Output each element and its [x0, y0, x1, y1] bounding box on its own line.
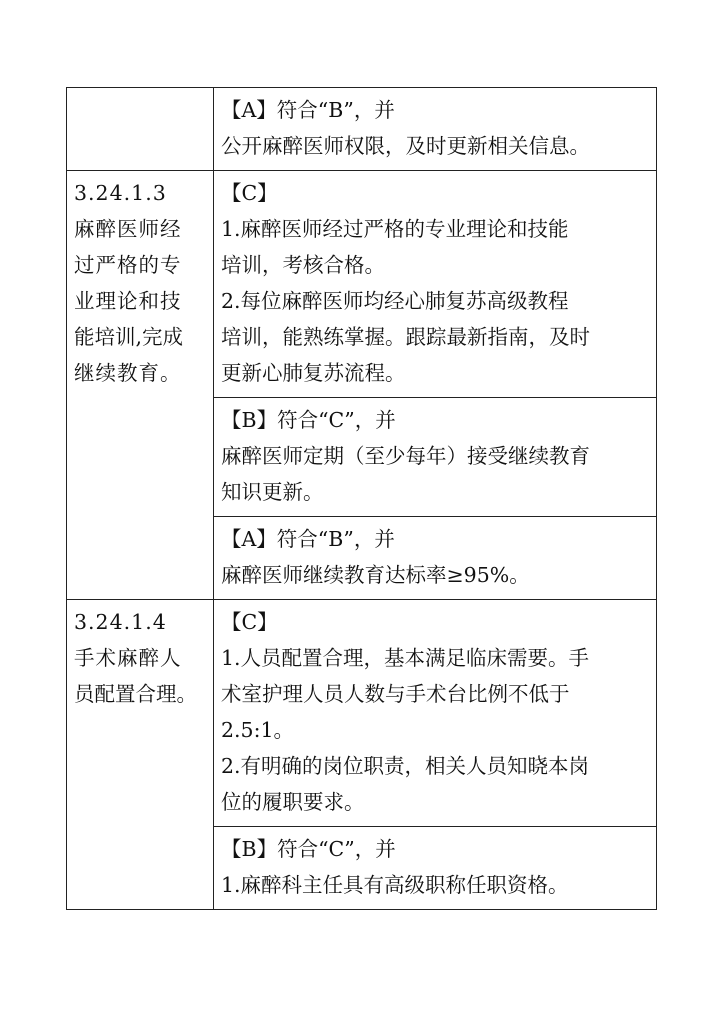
criteria-line: 位的履职要求。 [221, 790, 365, 814]
criteria-line: 麻醉医师定期（至少每年）接受继续教育 [221, 444, 590, 468]
section-title-line: 过严格的专 [74, 253, 182, 277]
section-title-line: 员配置合理。 [74, 682, 197, 706]
criteria-line: 1.人员配置合理，基本满足临床需要。手 [221, 646, 590, 670]
section-title-line: 手术麻醉人 [74, 646, 182, 670]
grade-label: 【C】 [221, 610, 278, 634]
criteria-line: 2.每位麻醉医师均经心肺复苏高级教程 [221, 289, 569, 313]
section-title-line: 麻醉医师经 [74, 217, 182, 241]
grade-cell-c [214, 600, 657, 827]
table-row [67, 171, 657, 398]
table-row [67, 88, 657, 171]
criteria-line: 1.麻醉医师经过严格的专业理论和技能 [221, 217, 569, 241]
criteria-line: 术室护理人员人数与手术台比例不低于 [221, 682, 570, 706]
criteria-line: 2.有明确的岗位职责，相关人员知晓本岗 [221, 754, 590, 778]
grade-label: 【C】 [221, 181, 278, 205]
grade-label: 【A】符合“B”，并 [221, 527, 395, 551]
criteria-line: 培训，考核合格。 [221, 253, 385, 277]
criteria-line: 更新心肺复苏流程。 [221, 361, 406, 385]
section-cell-3-24-1-3 [67, 171, 214, 600]
criteria-line: 知识更新。 [221, 480, 324, 504]
section-cell-empty [67, 88, 214, 171]
section-title-line: 继续教育。 [74, 361, 182, 385]
standards-table [66, 87, 657, 910]
grade-cell-c [214, 171, 657, 398]
section-id: 3.24.1.3 [74, 181, 167, 205]
grade-label: 【B】符合“C”，并 [221, 837, 396, 861]
grade-label: 【A】符合“B”，并 [221, 98, 395, 122]
criteria-line: 1.麻醉科主任具有高级职称任职资格。 [221, 873, 569, 897]
grade-cell-a [214, 517, 657, 600]
section-cell-3-24-1-4 [67, 600, 214, 910]
criteria-line: 2.5:1。 [221, 718, 295, 742]
section-id: 3.24.1.4 [74, 610, 167, 634]
criteria-line: 公开麻醉医师权限，及时更新相关信息。 [221, 134, 590, 158]
grade-cell-a [214, 88, 657, 171]
table-row [67, 600, 657, 827]
grade-cell-b [214, 398, 657, 517]
criteria-line: 培训，能熟练掌握。跟踪最新指南，及时 [221, 325, 590, 349]
grade-cell-b [214, 827, 657, 910]
criteria-line: 麻醉医师继续教育达标率≥95%。 [221, 563, 530, 587]
grade-label: 【B】符合“C”，并 [221, 408, 396, 432]
section-title-line: 业理论和技 [74, 289, 182, 313]
section-title-line: 能培训,完成 [74, 325, 184, 349]
